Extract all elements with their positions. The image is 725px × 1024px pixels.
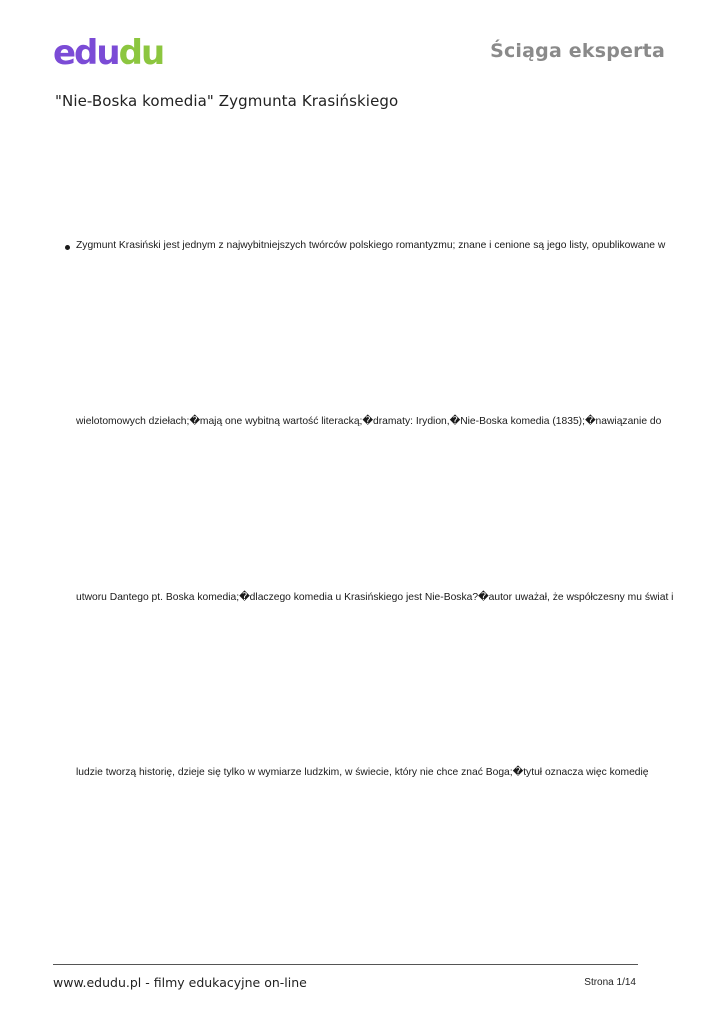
footer-divider	[53, 964, 638, 965]
logo-part-edu: edu	[53, 33, 119, 73]
text-line-2: wielotomowych dziełach;�mają one wybitną wartość literacką;�dramaty: Irydion,�Nie-Boska komedia (1835);�nawiązanie do	[76, 416, 662, 427]
text-line-3: utworu Dantego pt. Boska komedia;�dlaczego komedia u Krasińskiego jest Nie-Boska?�autor uważał, że współczesny mu świat i	[76, 592, 674, 603]
bullet-icon	[65, 245, 70, 250]
footer-site-link[interactable]: www.edudu.pl - filmy edukacyjne on-line	[53, 975, 307, 990]
header-title: Ściąga eksperta	[490, 40, 665, 62]
document-title: "Nie-Boska komedia" Zygmunta Krasińskiego	[55, 92, 399, 110]
page-number: Strona 1/14	[584, 977, 636, 988]
edudu-logo[interactable]	[53, 30, 185, 76]
logo-wordmark	[53, 33, 164, 73]
text-line-1: Zygmunt Krasiński jest jednym z najwybitniejszych twórców polskiego romantyzmu; znane i cenione są jego listy, opublikowane w	[76, 240, 666, 251]
logo-part-du: du	[118, 33, 164, 73]
text-line-4: ludzie tworzą historię, dzieje się tylko w wymiarze ludzkim, w świecie, który nie chce znać Boga;�tytuł oznacza więc komedię	[76, 767, 649, 778]
